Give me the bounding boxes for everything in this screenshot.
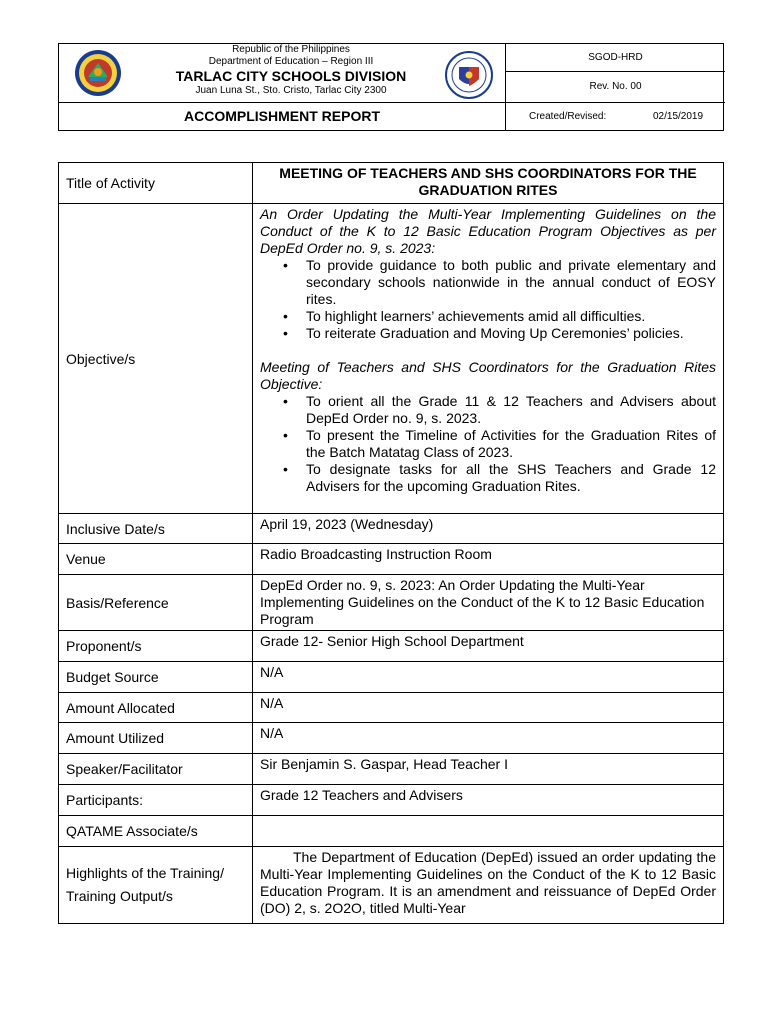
division-address: Juan Luna St., Sto. Cristo, Tarlac City 2300 [195, 85, 387, 96]
created-date: 02/15/2019 [653, 111, 704, 122]
division-title: TARLAC CITY SCHOOLS DIVISION [175, 68, 407, 84]
row-label: Venue [59, 544, 253, 575]
document-code: SGOD-HRD [588, 52, 643, 63]
tarlac-city-division-seal-icon [74, 49, 122, 97]
table-row-speaker [59, 754, 724, 785]
deped-seal-icon [445, 51, 493, 99]
table-row-utilized [59, 723, 724, 754]
row-label: Speaker/Facilitator [59, 754, 253, 785]
objectives-cell [253, 204, 724, 514]
highlights-label-1: Highlights of the Training/ [66, 865, 224, 881]
list-item: • To provide guidance to both public and private elementary and secondary schools nationwide in the annual conduct of EOSY rites. [283, 257, 716, 307]
row-label: Objective/s [59, 204, 253, 514]
row-label: Inclusive Date/s [59, 514, 253, 544]
participants-value: Grade 12 Teachers and Advisers [253, 785, 724, 816]
allocated-value: N/A [253, 693, 724, 723]
highlights-value [253, 847, 724, 924]
bullet-icon: • [283, 325, 288, 341]
bullet-icon: • [283, 257, 288, 273]
report-table [58, 162, 724, 924]
row-label: Amount Utilized [59, 723, 253, 754]
table-row-participants [59, 785, 724, 816]
objectives-intro-2: Meeting of Teachers and SHS Coordinators for the Graduation Rites Objective: [260, 359, 716, 392]
row-label: Title of Activity [59, 163, 253, 204]
qatame-value [253, 816, 724, 847]
table-row-date [59, 514, 724, 544]
row-label: Basis/Reference [59, 575, 253, 631]
table-row-venue [59, 544, 724, 575]
row-label: Participants: [59, 785, 253, 816]
bullet-icon: • [283, 427, 288, 443]
table-row-title [59, 163, 724, 204]
list-item: • To present the Timeline of Activities for the Graduation Rites of the Batch Matatag Class of 2023. [283, 427, 716, 460]
highlights-label-2: Training Output/s [66, 888, 173, 904]
speaker-value: Sir Benjamin S. Gaspar, Head Teacher I [253, 754, 724, 785]
activity-title-text: MEETING OF TEACHERS AND SHS COORDINATORS FOR THE GRADUATION RITES [279, 165, 697, 198]
basis-value: DepEd Order no. 9, s. 2023: An Order Updating the Multi-Year Implementing Guidelines on the Conduct of the K to 12 Basic Education Program [253, 575, 724, 631]
table-row-qatame [59, 816, 724, 847]
inclusive-date: April 19, 2023 (Wednesday) [253, 514, 724, 544]
budget-value: N/A [253, 662, 724, 693]
list-item: • To reiterate Graduation and Moving Up Ceremonies’ policies. [283, 325, 684, 341]
row-label: Amount Allocated [59, 693, 253, 723]
row-label [59, 847, 253, 924]
objectives-list-2 [260, 393, 716, 495]
bullet-icon: • [283, 308, 288, 324]
highlights-paragraph: The Department of Education (DepEd) issued an order updating the Multi-Year Implementing Guidelines on the Conduct of the K to 12 Basic Education Program. It is an amendment and reissuance of DepEd Order (DO) 2, s. 2O2O, titled Multi-Year [260, 849, 716, 916]
row-label: Proponent/s [59, 631, 253, 662]
row-label: Budget Source [59, 662, 253, 693]
list-item: • To orient all the Grade 11 & 12 Teachers and Advisers about DepEd Order no. 9, s. 2023. [283, 393, 716, 426]
row-label: QATAME Associate/s [59, 816, 253, 847]
document-header [58, 43, 724, 131]
table-row-objectives [59, 204, 724, 514]
utilized-value: N/A [253, 723, 724, 754]
bullet-icon: • [283, 393, 288, 409]
list-item: • To designate tasks for all the SHS Teachers and Grade 12 Advisers for the upcoming Graduation Rites. [283, 461, 716, 494]
report-title: ACCOMPLISHMENT REPORT [184, 108, 380, 124]
venue-value: Radio Broadcasting Instruction Room [253, 544, 724, 575]
activity-title [253, 163, 724, 204]
department-text: Department of Education – Region III [208, 56, 374, 67]
objectives-list-1 [260, 257, 716, 342]
table-row-budget [59, 662, 724, 693]
table-row-highlights [59, 847, 724, 924]
table-row-proponent [59, 631, 724, 662]
list-item: • To highlight learners’ achievements amid all difficulties. [283, 308, 646, 324]
table-row-allocated [59, 693, 724, 723]
bullet-icon: • [283, 461, 288, 477]
proponent-value: Grade 12- Senior High School Department [253, 631, 724, 662]
revision-number: Rev. No. 00 [589, 81, 642, 92]
republic-text: Republic of the Philippines [232, 44, 350, 55]
created-label: Created/Revised: [529, 111, 607, 122]
table-row-basis [59, 575, 724, 631]
objectives-intro: An Order Updating the Multi-Year Implementing Guidelines on the Conduct of the K to 12 Basic Education Program Objectives as per DepEd Order no. 9, s. 2023: [260, 206, 716, 256]
